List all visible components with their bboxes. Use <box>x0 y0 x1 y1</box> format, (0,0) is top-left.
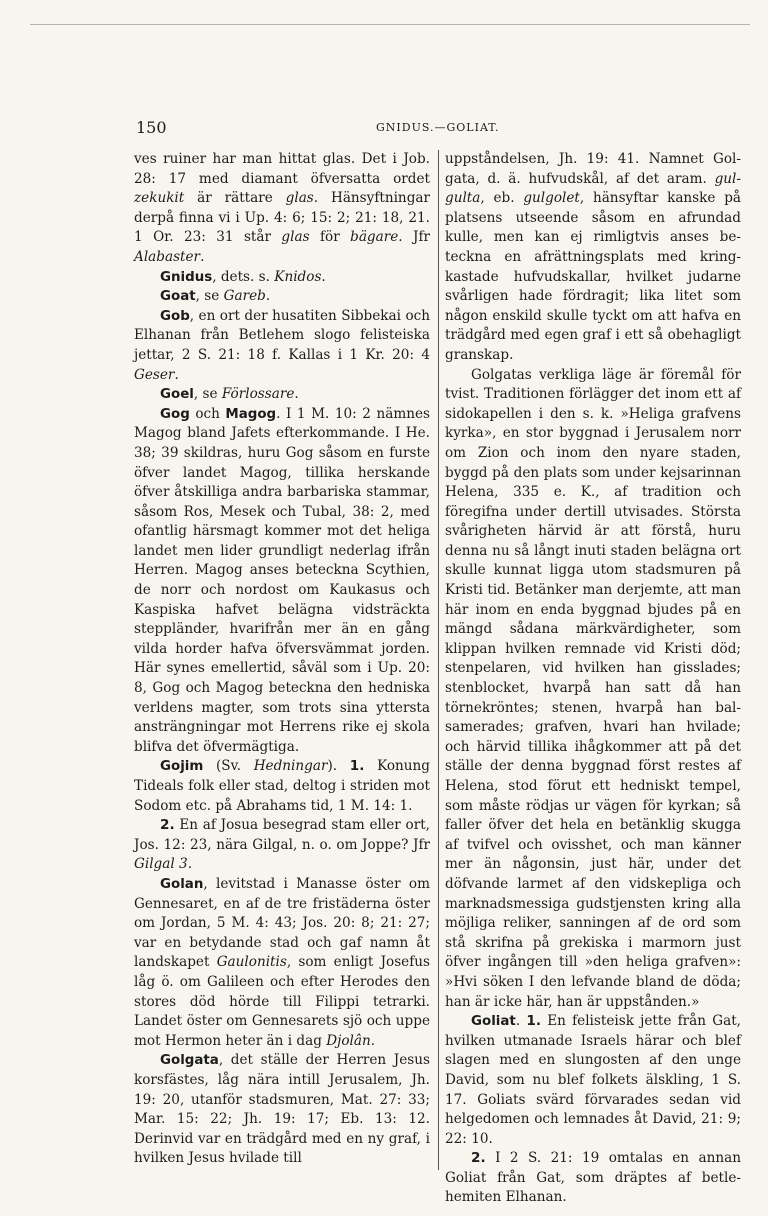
entry-headword: Gob <box>160 308 190 324</box>
entry-text: , dets. s. <box>212 268 275 285</box>
dictionary-entry <box>134 875 430 1051</box>
running-head: GNIDUS.—GOLIAT. <box>376 121 500 134</box>
entry-headword: Goat <box>160 289 196 305</box>
entry-text: . <box>187 856 193 873</box>
sense-number: 2. <box>471 1150 486 1167</box>
entry-text: . Jfr <box>398 229 430 246</box>
page-number: 150 <box>136 118 167 137</box>
entry-text: Golgatas verkliga läge är föremål för tvist. Traditionen förlägger det inom ett af sidokapellen i den s. k. »Heliga grafvens kyrka», en stor byggnad i Jerusalem norr om Zion och inom den nyare staden, byggd på den plats som under kejsarinnan Helena, 335 e. K., af tradition och föregifna under dertill utvisades. Största svårigheten härvid är att förstå, huru denna nu så långt inuti staden belägna ort skulle kunnat ligga utom stadsmuren på Kristi tid. Betänker man derjemte, att man här inom en enda byggnad bjudes på en mängd sådana märkvärdigheter, som klippan hvilken remnade vid Kristi död; stenpelaren, vid hvilken han gisslades; stenblocket, hvarpå han satt då han törnekröntes; stenen, hvarpå han balsamerades; grafven, hvari han hvilade; och härvid tillika ihågkommer att på det ställe der denna byggnad först restes af Helena, stod förut ett hedniskt tempel, som måste rödjas ur vägen för kyrkan; så faller öfver det hela en betänklig skugga af tvifvel och ovisshet, och man känner mer än någonsin, just här, under det döfvande larmet af den vidskepliga och marknadsmessiga gudstjensten kring alla möjliga reliker, sanningen af de ord som stå skrifna på grekiska i marmorn just öfver ingången till »den heliga grafven»: »Hvi söken I den lefvande bland de döda; han är icke här, han är uppstånden.» <box>445 366 741 1010</box>
italic-term: gulgulta <box>445 170 741 207</box>
dictionary-entry <box>134 757 430 816</box>
entry-text: . <box>294 386 299 403</box>
italic-term: Djolân <box>326 1032 371 1049</box>
entry-text: Konung Tideals folk eller stad, deltog i striden mot Sodom etc. på Abrahams tid, 1 M. 14: 1. <box>134 758 431 814</box>
italic-term: glas <box>285 190 314 207</box>
entry-text: uppståndelsen, Jh. 19: 41. Namnet Golgata, d. ä. hufvudskål, af det aram. <box>445 151 741 187</box>
entry-headword: Gojim <box>160 759 204 775</box>
sense-number: 2. <box>160 817 175 834</box>
italic-term: bägare <box>350 229 399 246</box>
entry-text: , en ort der husatiten Sibbekai och Elhanan från Betlehem slogo felisteiska jettar, 2 S. 21: 18 f. Kallas i 1 Kr. 20: 4 <box>134 307 430 363</box>
entry-headword: Gog <box>160 406 190 422</box>
entry-text: En af Josua besegrad stam eller ort, Jos. 12: 23, nära Gilgal, n. o. om Joppe? Jfr <box>134 817 430 853</box>
entry-text: , se <box>195 288 224 305</box>
entry-text: . <box>321 268 326 285</box>
paragraph <box>445 150 741 366</box>
entry-headword: Gnidus <box>160 269 213 285</box>
entry-text: , se <box>193 386 222 403</box>
entry-text: , eb. <box>480 190 524 207</box>
dictionary-entry <box>134 385 430 405</box>
entry-text: är rättare <box>184 190 286 207</box>
entry-text: , som enligt Josefus låg ö. om Galileen och efter Herodes den stores död hörde till Filippi tetrarki. Landet öster om Gennesarets sjö och uppe mot Hermon heter än i dag <box>134 954 430 1049</box>
entry-text: . <box>515 1013 527 1030</box>
entry-text: . <box>200 248 205 265</box>
entry-text: för <box>309 229 351 246</box>
italic-term: Hedningar <box>253 758 328 775</box>
entry-headword: Goliat <box>471 1014 516 1030</box>
sense-number: 1. <box>526 1013 541 1030</box>
entry-headword: Golgata <box>160 1053 219 1069</box>
sense-number: 1. <box>349 758 365 775</box>
italic-term: gulgolet <box>523 190 580 207</box>
paragraph <box>134 816 430 875</box>
dictionary-entry <box>445 1012 741 1149</box>
entry-text: , hänsyftar kanske på platsens utseende såsom en afrundad kulle, men kan ej rimligtvis anses beteckna en afrättningsplats med kringkastade hufvudskallar, hvilket judarne svårligen hade fördragit; lika litet som någon enskild skulle tyckt om att hafva en trädgård med egen graf i ett så obehagligt granskap. <box>445 190 742 363</box>
entry-text: . <box>174 366 179 383</box>
column-divider <box>438 150 439 1170</box>
entry-headword: Goel <box>160 387 194 403</box>
entry-text: , det ställe der Herren Jesus korsfästes, låg nära intill Jerusalem, Jh. 19: 20, utanför stadsmuren, Mat. 27: 33; Mar. 15: 22; Jh. 19: 17; Eb. 13: 12. Derinvid var en trädgård med en ny graf, i hvilken Jesus hvilade till <box>134 1052 430 1167</box>
entry-text: . I 1 M. 10: 2 nämnes Magog bland Jafets efterkommande. I He. 38; 39 skildras, huru Gog såsom en furste öfver landet Magog, tillika herskande öfver åtskilliga andra barbariska stammar, såsom Ros, Mesek och Tubal, 38: 2, med ofantlig härsmagt kommer mot det heliga landet men lider grundligt nederlag ifrån Herren. Magog anses beteckna Scythien, de norr och nordost om Kaukasus och Kaspiska hafvet belägna vidsträckta steppländer, hvarifrån mer än en gång vilda horder hafva öfversvämmat jorden. Här synes emellertid, såväl som i Up. 20: 8, Gog och Magog beteckna den hedniska verldens magter, som trots sina yttersta ansträngningar mot Herrens rike ej skola blifva det öfvermägtiga. <box>134 405 430 755</box>
italic-term: Geser <box>134 366 175 383</box>
entry-text: och <box>189 405 226 422</box>
entry-text: , levitstad i Manasse öster om Gennesaret, en af de tre fristäderna öster om Jordan, 5 M. 4: 43; Jos. 20: 8; 21: 27; var en betydande stad och gaf namn åt landskapet <box>134 875 430 971</box>
entry-headword: Golan <box>160 876 204 892</box>
entry-headword: Magog <box>225 406 277 422</box>
italic-term: Alabaster <box>134 248 201 265</box>
entry-text: . <box>265 288 271 305</box>
entry-text: (Sv. <box>203 758 254 775</box>
italic-term: glas <box>281 229 310 246</box>
paragraph <box>445 1149 741 1208</box>
entry-text: I 2 S. 21: 19 omtalas en annan Goliat från Gat, som dräptes af betlehemiten Elhanan. <box>445 1150 741 1206</box>
italic-term: Gareb <box>223 288 266 305</box>
italic-term: Förlossare <box>221 386 295 403</box>
entry-text: . <box>370 1032 376 1049</box>
right-column <box>445 150 741 1208</box>
dictionary-entry <box>134 268 430 288</box>
dictionary-entry <box>134 1051 430 1169</box>
dictionary-entry <box>134 287 430 307</box>
dictionary-entry <box>134 307 430 385</box>
left-column <box>134 150 430 1169</box>
entry-text: . Hänsyftningar derpå finna vi i Up. 4: 6; 15: 2; 21: 18, 21. 1 Or. 23: 31 står <box>134 190 430 246</box>
entry-text: ves ruiner har man hittat glas. Det i Job. 28: 17 med diamant öfversatta ordet <box>134 151 430 187</box>
paragraph <box>445 366 741 1013</box>
top-rule <box>30 24 750 25</box>
entry-text: ). <box>327 758 350 775</box>
italic-term: Gilgal 3 <box>134 856 188 873</box>
dictionary-entry <box>134 405 430 758</box>
italic-term: Gaulonitis <box>216 954 287 971</box>
italic-term: zekukit <box>134 190 185 207</box>
entry-text: En felisteisk jette från Gat, hvilken utmanade Israels härar och blef slagen med en slungosten af den unge David, som nu blef folkets älskling, 1 S. 17. Goliats svärd förvarades sedan vid helgedomen och lemnades åt David, 21: 9; 22: 10. <box>445 1013 741 1147</box>
paragraph <box>134 150 430 268</box>
italic-term: Knidos <box>274 268 322 285</box>
